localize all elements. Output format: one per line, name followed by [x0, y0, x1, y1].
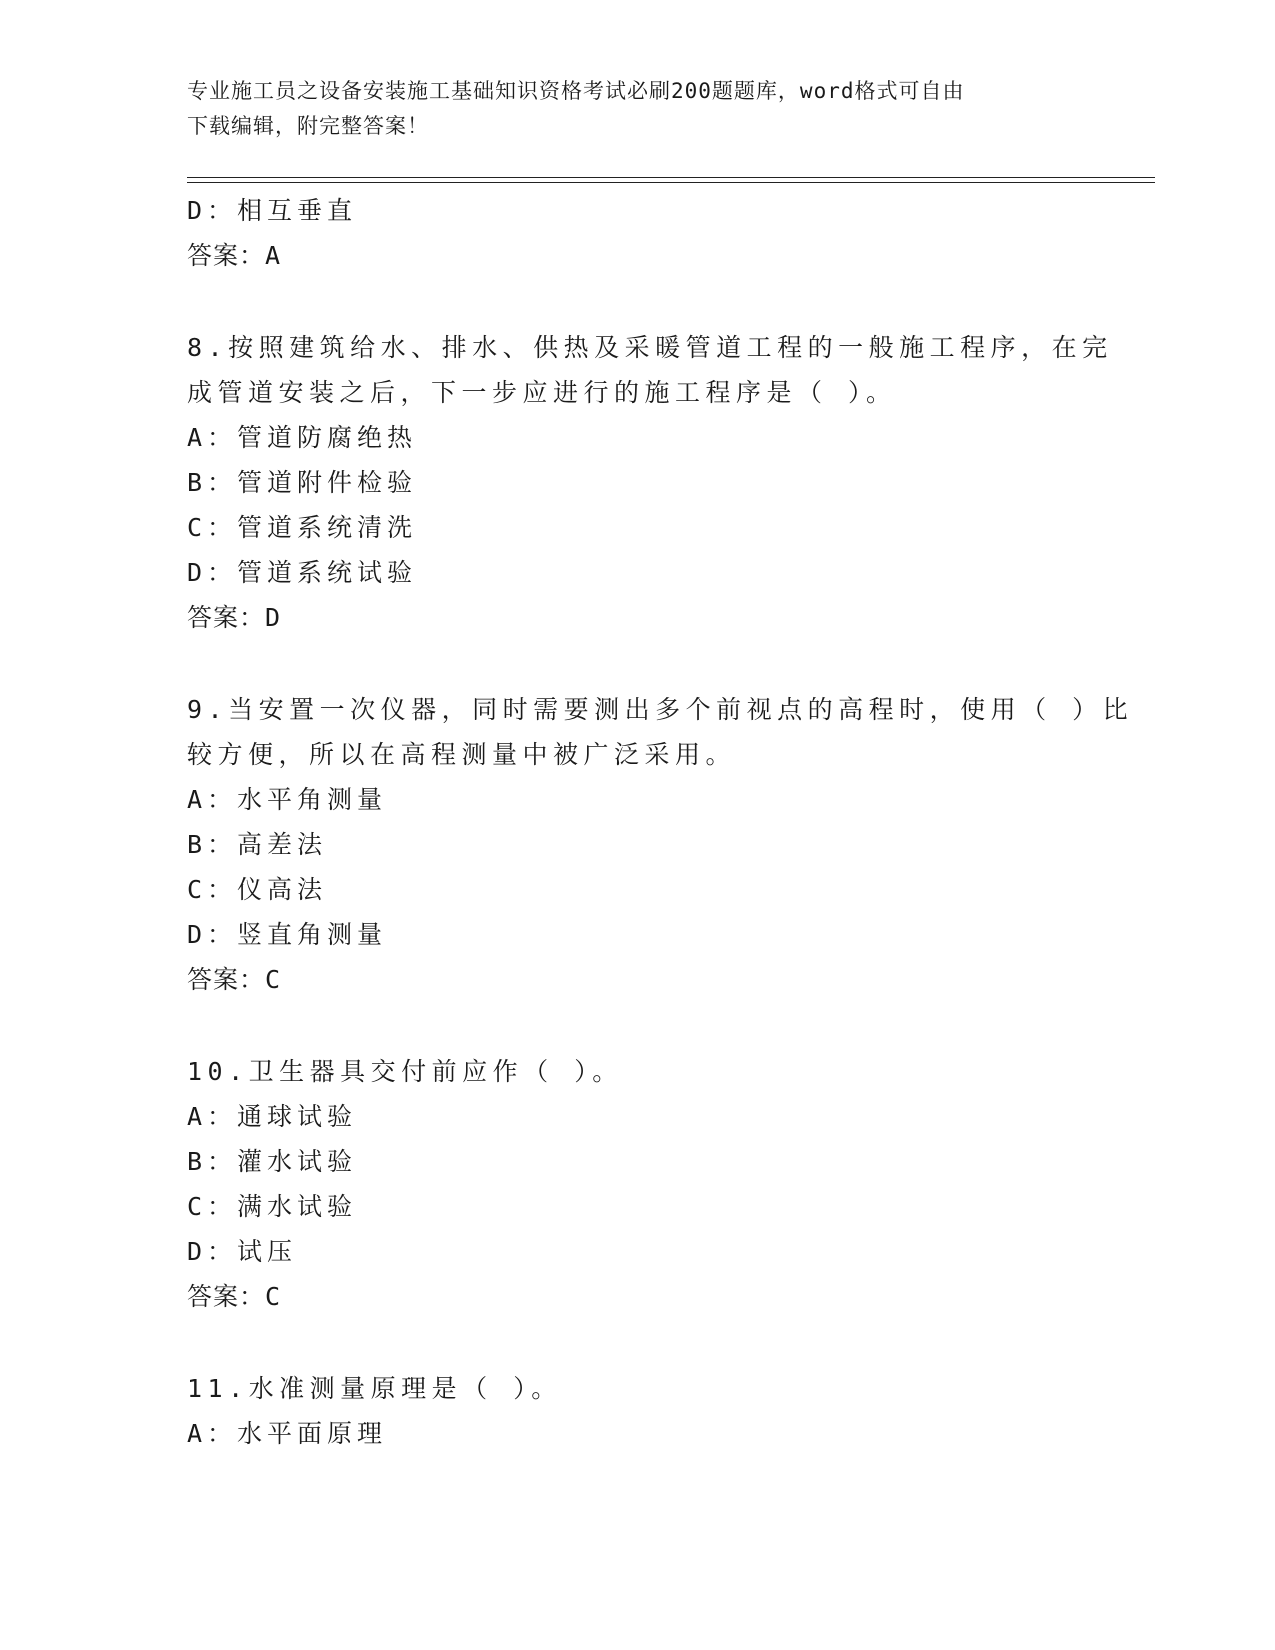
option-c: C：管道系统清洗 [187, 513, 418, 542]
option-d: D：相互垂直 [187, 196, 358, 225]
question-7 [187, 188, 1087, 279]
question-stem: 11.水准测量原理是（ ）。 [187, 1374, 562, 1403]
option-a: A：通球试验 [187, 1102, 358, 1131]
answer: 答案：C [187, 1282, 282, 1311]
option-d: D：管道系统试验 [187, 558, 418, 587]
question-stem: 9.当安置一次仪器，同时需要测出多个前视点的高程时，使用（ ）比 [187, 695, 1134, 724]
question-stem: 10.卫生器具交付前应作（ ）。 [187, 1057, 623, 1086]
option-b: B：灌水试验 [187, 1147, 358, 1176]
option-a: A：水平面原理 [187, 1419, 388, 1448]
question-9 [187, 687, 1134, 1003]
option-a: A：管道防腐绝热 [187, 423, 418, 452]
option-c: C：仪高法 [187, 875, 328, 904]
option-d: D：竖直角测量 [187, 920, 388, 949]
answer: 答案：D [187, 603, 282, 632]
option-a: A：水平角测量 [187, 785, 388, 814]
answer: 答案：C [187, 965, 282, 994]
header-rule-top [187, 177, 1155, 178]
answer: 答案：A [187, 241, 282, 270]
option-b: B：管道附件检验 [187, 468, 418, 497]
question-11 [187, 1366, 1087, 1456]
question-8 [187, 325, 1113, 641]
question-10 [187, 1049, 1087, 1320]
question-stem: 成管道安装之后，下一步应进行的施工程序是（ ）。 [187, 378, 897, 407]
header-rule-bottom [187, 182, 1155, 183]
option-d: D：试压 [187, 1237, 298, 1266]
question-stem: 8.按照建筑给水、排水、供热及采暖管道工程的一般施工程序，在完 [187, 333, 1113, 362]
question-stem: 较方便，所以在高程测量中被广泛采用。 [187, 740, 737, 769]
option-b: B：高差法 [187, 830, 328, 859]
header-line-1: 专业施工员之设备安装施工基础知识资格考试必刷200题题库，word格式可自由 [187, 79, 965, 103]
page-header [187, 74, 1087, 144]
option-c: C：满水试验 [187, 1192, 358, 1221]
question-list [187, 188, 1134, 1456]
header-line-2: 下载编辑，附完整答案！ [187, 114, 429, 138]
